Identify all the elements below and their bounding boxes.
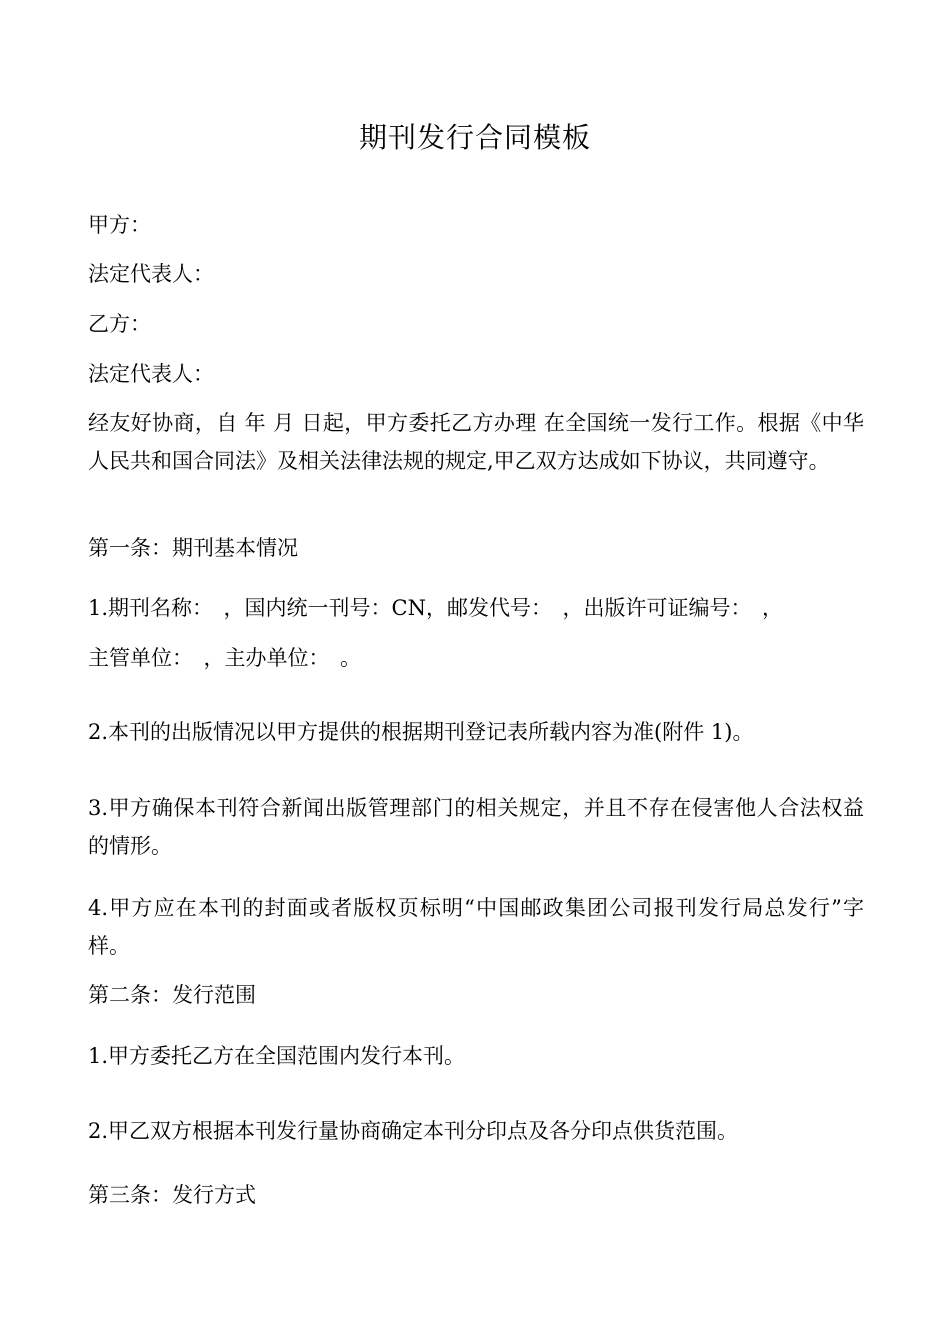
preamble-paragraph: 经友好协商，自 年 月 日起，甲方委托乙方办理 在全国统一发行工作。根据《中华人民共和国合同法》及相关法律法规的规定,甲乙双方达成如下协议，共同遵守。	[88, 411, 864, 473]
article-2-item-2: 2.甲乙双方根据本刊发行量协商确定本刊分印点及各分印点供货范围。	[88, 1119, 739, 1143]
document-title: 期刊发行合同模板	[358, 121, 591, 154]
article-1-item-3: 3.甲方确保本刊符合新闻出版管理部门的相关规定，并且不存在侵害他人合法权益的情形。	[88, 796, 864, 858]
article-1-item-1-line-1: 1.期刊名称： ，国内统一刊号：CN，邮发代号： ，出版许可证编号： ，	[88, 596, 783, 620]
party-a-representative-label: 法定代表人：	[88, 262, 214, 286]
party-a-label: 甲方：	[88, 213, 151, 237]
article-1-item-1-line-2: 主管单位： ，主办单位： 。	[88, 646, 361, 670]
article-1-item-4: 4.甲方应在本刊的封面或者版权页标明“中国邮政集团公司报刊发行局总发行”字样。	[88, 896, 864, 958]
article-3-heading: 第三条：发行方式	[88, 1183, 256, 1207]
article-2-heading: 第二条：发行范围	[88, 983, 256, 1007]
party-b-label: 乙方：	[88, 312, 151, 336]
article-1-heading: 第一条：期刊基本情况	[88, 536, 298, 560]
article-1-item-2: 2.本刊的出版情况以甲方提供的根据期刊登记表所载内容为准(附件 1)。	[88, 720, 754, 744]
party-b-representative-label: 法定代表人：	[88, 362, 214, 386]
article-2-item-1: 1.甲方委托乙方在全国范围内发行本刊。	[88, 1044, 466, 1068]
